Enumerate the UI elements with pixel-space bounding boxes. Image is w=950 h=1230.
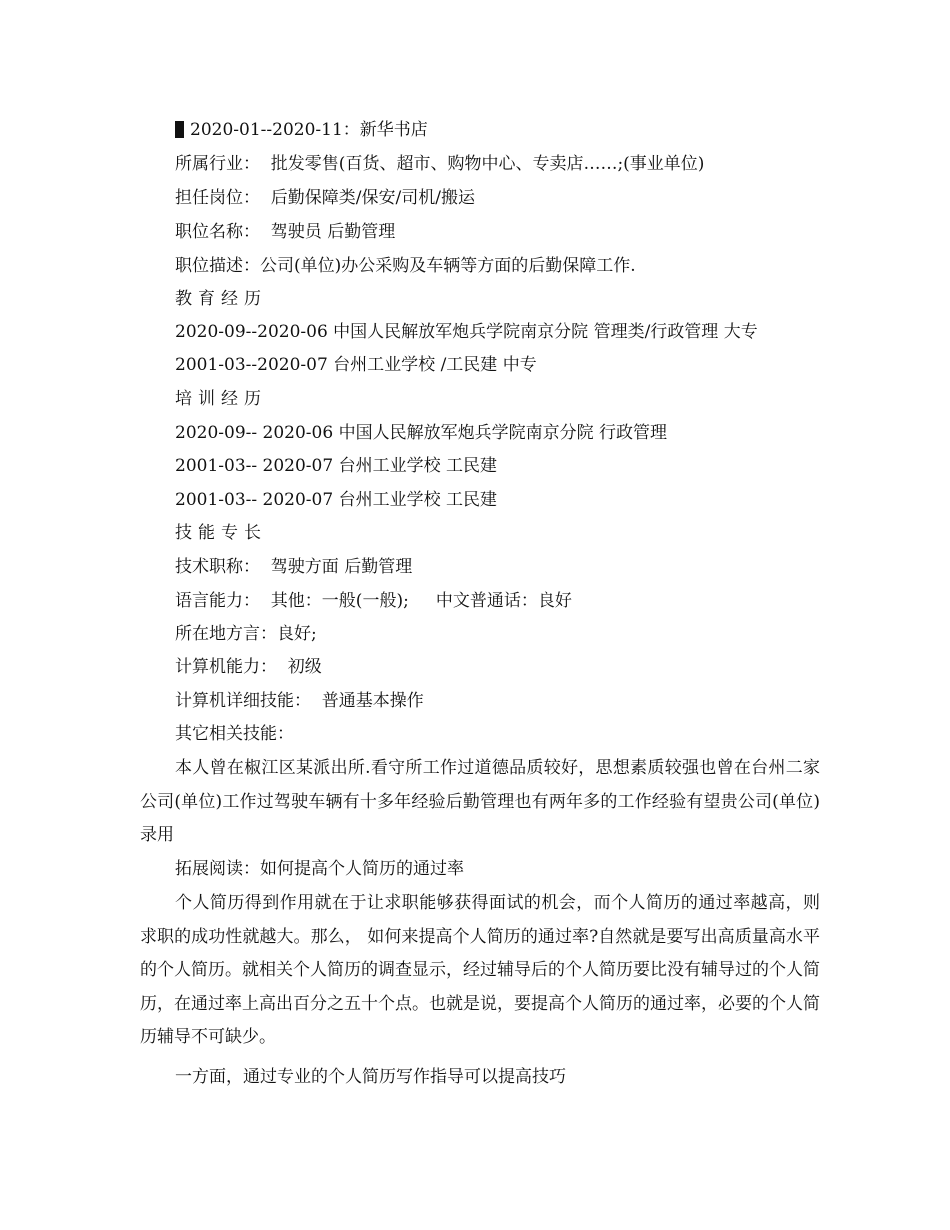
extended-paragraph-2: 一方面，通过专业的个人简历写作指导可以提高技巧 bbox=[175, 1067, 566, 1087]
skills-other-label: 其它相关技能： bbox=[175, 724, 294, 744]
work-period-line bbox=[175, 119, 428, 141]
work-period: 2020-01--2020-11：新华书店 bbox=[190, 120, 428, 140]
skills-tech-title: 技术职称： 驾驶方面 后勤管理 bbox=[175, 557, 413, 577]
work-post: 担任岗位： 后勤保障类/保安/司机/搬运 bbox=[175, 188, 475, 208]
training-row-1: 2020-09-- 2020-06 中国人民解放军炮兵学院南京分院 行政管理 bbox=[175, 423, 667, 443]
education-heading: 教育经历 bbox=[175, 289, 267, 309]
skills-language: 语言能力： 其他：一般(一般); 中文普通话：良好 bbox=[175, 591, 572, 611]
training-row-3: 2001-03-- 2020-07 台州工业学校 工民建 bbox=[175, 490, 497, 510]
work-description: 职位描述：公司(单位)办公采购及车辆等方面的后勤保障工作. bbox=[175, 256, 636, 276]
skills-computer-detail: 计算机详细技能： 普通基本操作 bbox=[175, 691, 424, 711]
education-row-1: 2020-09--2020-06 中国人民解放军炮兵学院南京分院 管理类/行政管理 大专 bbox=[175, 322, 758, 342]
education-row-2: 2001-03--2020-07 台州工业学校 /工民建 中专 bbox=[175, 355, 537, 375]
work-title: 职位名称： 驾驶员 后勤管理 bbox=[175, 222, 396, 242]
training-row-2: 2001-03-- 2020-07 台州工业学校 工民建 bbox=[175, 456, 497, 476]
extended-reading-heading: 拓展阅读：如何提高个人简历的通过率 bbox=[175, 859, 464, 879]
training-heading: 培训经历 bbox=[175, 389, 267, 409]
skills-computer: 计算机能力： 初级 bbox=[175, 657, 322, 677]
bullet-marker-icon bbox=[175, 121, 184, 138]
skills-heading: 技能专长 bbox=[175, 523, 267, 543]
skills-dialect: 所在地方言：良好; bbox=[175, 624, 317, 644]
extended-paragraph-1: 个人简历得到作用就在于让求职能够获得面试的机会，而个人简历的通过率越高，则求职的成功性就越大。那么， 如何来提高个人简历的通过率?自然就是要写出高质量高水平的个人简历。就相关个人简历的调查显示，经过辅导后的个人简历要比没有辅导过的个人简历，在通过率上高出百分之五十个点。也就是说，要提高个人简历的通过率，必要的个人简历辅导不可缺少。 bbox=[140, 893, 820, 1047]
skills-other-text: 本人曾在椒江区某派出所.看守所工作过道德品质较好，思想素质较强也曾在台州二家公司(单位)工作过驾驶车辆有十多年经验后勤管理也有两年多的工作经验有望贵公司(单位)录用 bbox=[140, 758, 820, 845]
work-industry: 所属行业： 批发零售(百货、超市、购物中心、专卖店……;(事业单位) bbox=[175, 154, 705, 174]
